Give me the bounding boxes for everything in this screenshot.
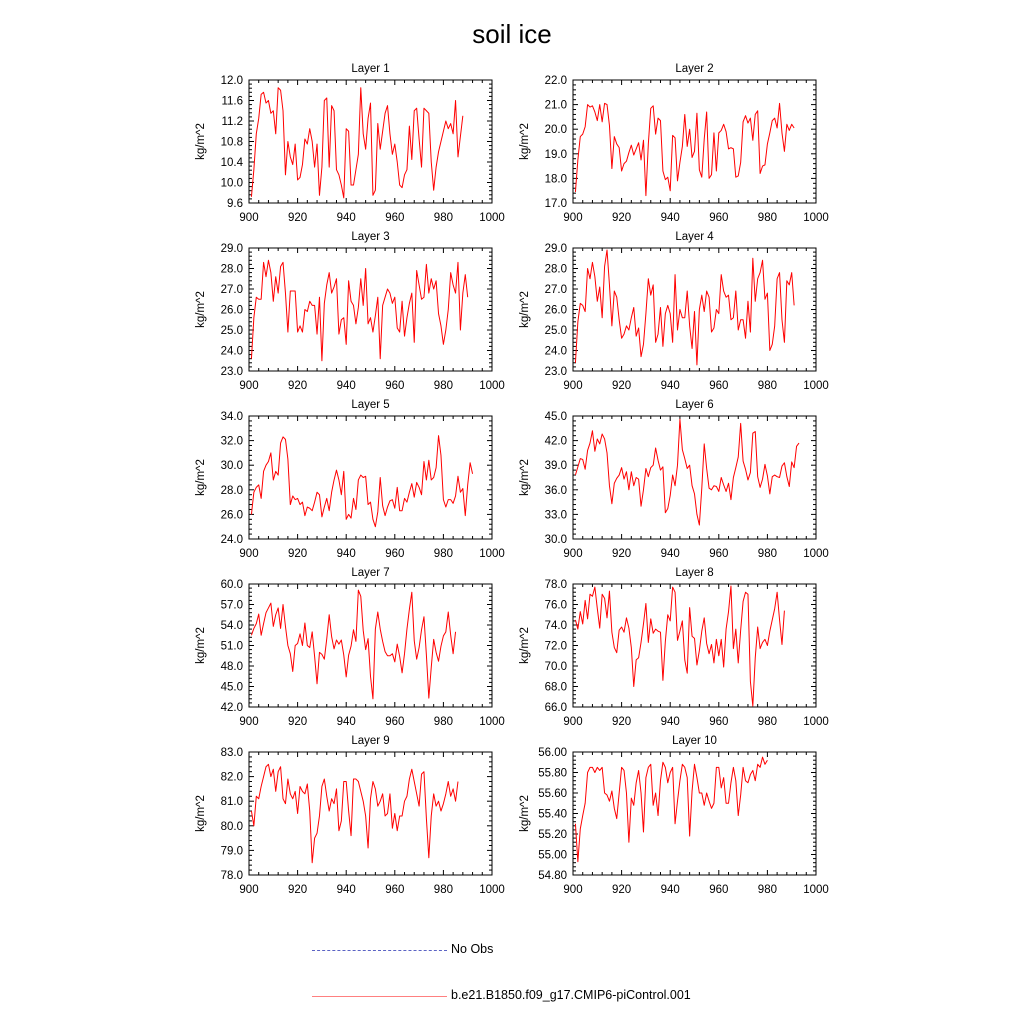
y-tick-label: 28.0	[220, 484, 243, 497]
x-tick-label: 920	[612, 884, 632, 896]
plot-frame	[573, 584, 816, 707]
y-tick-label: 27.0	[220, 284, 243, 296]
panel-title: Layer 10	[672, 735, 717, 747]
x-tick-label: 960	[385, 548, 405, 560]
x-tick-label: 980	[757, 884, 777, 896]
y-tick-label: 54.80	[538, 870, 567, 882]
data-series-line	[575, 419, 799, 525]
y-axis-label: kg/m^2	[195, 627, 207, 664]
y-tick-label: 68.0	[544, 681, 567, 694]
y-tick-label: 25.0	[544, 325, 567, 337]
x-tick-label: 940	[660, 716, 680, 728]
y-tick-label: 22.0	[544, 75, 567, 87]
x-tick-label: 920	[288, 716, 308, 728]
y-tick-label: 78.0	[544, 579, 567, 591]
x-tick-label: 1000	[479, 884, 505, 896]
panel-9	[195, 735, 505, 896]
x-tick-label: 940	[660, 884, 680, 896]
panel-title: Layer 3	[351, 231, 390, 243]
data-series-line	[251, 764, 458, 862]
y-tick-label: 72.0	[544, 640, 567, 653]
data-series-line	[575, 250, 794, 365]
x-tick-label: 920	[612, 380, 632, 392]
x-tick-label: 940	[336, 380, 356, 392]
y-tick-label: 36.0	[544, 484, 567, 497]
x-tick-label: 920	[612, 548, 632, 560]
x-tick-label: 960	[709, 716, 729, 728]
plot-frame	[249, 584, 492, 707]
y-tick-label: 55.20	[538, 829, 567, 841]
data-series-line	[575, 103, 794, 195]
y-tick-label: 10.0	[220, 177, 243, 190]
y-tick-label: 19.0	[544, 148, 567, 161]
y-tick-label: 24.0	[220, 534, 243, 546]
plot-frame	[573, 248, 816, 371]
panel-5	[195, 399, 505, 560]
x-tick-label: 900	[563, 380, 583, 392]
y-axis-label: kg/m^2	[195, 123, 207, 160]
x-tick-label: 920	[612, 212, 632, 224]
y-tick-label: 24.0	[220, 345, 243, 358]
x-tick-label: 900	[563, 716, 583, 728]
panel-10	[519, 735, 829, 896]
y-tick-label: 79.0	[220, 845, 243, 858]
y-axis-label: kg/m^2	[195, 459, 207, 496]
legend-entry-model	[0, 986, 1024, 1006]
y-tick-label: 29.0	[544, 243, 567, 255]
figure-title: soil ice	[472, 19, 552, 49]
y-tick-label: 51.0	[220, 640, 243, 653]
y-tick-label: 20.0	[544, 124, 567, 137]
y-tick-label: 28.0	[220, 263, 243, 276]
y-tick-label: 9.6	[227, 198, 243, 210]
y-tick-label: 30.0	[544, 534, 567, 546]
x-tick-label: 980	[433, 884, 453, 896]
x-tick-label: 920	[288, 548, 308, 560]
y-tick-label: 24.0	[544, 345, 567, 358]
x-tick-label: 1000	[479, 716, 505, 728]
x-tick-label: 940	[336, 884, 356, 896]
x-tick-label: 900	[239, 548, 259, 560]
x-tick-label: 1000	[803, 716, 829, 728]
x-tick-label: 920	[288, 212, 308, 224]
y-axis-label: kg/m^2	[519, 795, 531, 832]
y-tick-label: 39.0	[544, 460, 567, 473]
x-tick-label: 960	[709, 548, 729, 560]
x-tick-label: 960	[709, 884, 729, 896]
y-tick-label: 17.0	[544, 198, 567, 210]
plot-frame	[249, 416, 492, 539]
plot-frame	[249, 248, 492, 371]
x-tick-label: 900	[239, 212, 259, 224]
y-tick-label: 25.0	[220, 325, 243, 337]
y-tick-label: 82.0	[220, 771, 243, 784]
x-tick-label: 980	[433, 380, 453, 392]
y-tick-label: 48.0	[220, 661, 243, 673]
y-axis-label: kg/m^2	[519, 627, 531, 664]
panel-title: Layer 6	[675, 399, 714, 411]
panel-title: Layer 1	[351, 63, 390, 75]
y-tick-label: 55.60	[538, 788, 567, 800]
y-tick-label: 21.0	[544, 99, 567, 112]
y-tick-label: 55.80	[538, 767, 567, 780]
x-tick-label: 900	[239, 380, 259, 392]
x-tick-label: 960	[385, 716, 405, 728]
panel-8	[519, 567, 829, 728]
y-tick-label: 11.6	[221, 95, 243, 108]
y-tick-label: 12.0	[220, 75, 243, 87]
y-tick-label: 10.4	[220, 157, 243, 169]
plot-frame	[249, 80, 492, 203]
x-tick-label: 900	[239, 884, 259, 896]
y-tick-label: 83.0	[220, 747, 243, 759]
x-tick-label: 940	[336, 548, 356, 560]
panel-title: Layer 4	[675, 231, 714, 243]
panels-grid	[195, 63, 829, 896]
x-tick-label: 940	[660, 212, 680, 224]
x-tick-label: 1000	[479, 380, 505, 392]
legend-entry-obs	[0, 940, 1024, 960]
panel-3	[195, 231, 505, 392]
legend-line-dashed	[312, 950, 447, 951]
y-axis-label: kg/m^2	[195, 795, 207, 832]
panel-4	[519, 231, 829, 392]
y-tick-label: 26.0	[220, 304, 243, 317]
y-tick-label: 18.0	[544, 173, 567, 186]
x-tick-label: 980	[433, 716, 453, 728]
x-tick-label: 940	[336, 212, 356, 224]
data-series-line	[575, 586, 784, 706]
x-tick-label: 1000	[803, 548, 829, 560]
plot-frame	[249, 752, 492, 875]
panel-title: Layer 7	[351, 567, 390, 579]
x-tick-label: 960	[385, 884, 405, 896]
x-tick-label: 900	[239, 716, 259, 728]
y-tick-label: 42.0	[220, 702, 243, 714]
y-tick-label: 74.0	[544, 620, 567, 632]
y-tick-label: 32.0	[220, 435, 243, 448]
y-tick-label: 30.0	[220, 460, 243, 473]
legend-label-model: b.e21.B1850.f09_g17.CMIP6-piControl.001	[451, 988, 691, 1002]
x-tick-label: 940	[660, 380, 680, 392]
y-tick-label: 26.0	[544, 304, 567, 317]
y-tick-label: 29.0	[220, 243, 243, 255]
x-tick-label: 920	[288, 380, 308, 392]
x-tick-label: 980	[433, 212, 453, 224]
y-tick-label: 60.0	[220, 579, 243, 591]
y-tick-label: 66.0	[544, 702, 567, 714]
y-tick-label: 70.0	[544, 661, 567, 673]
y-tick-label: 78.0	[220, 870, 243, 882]
x-tick-label: 1000	[479, 212, 505, 224]
panel-title: Layer 5	[351, 399, 390, 411]
data-series-line	[251, 590, 455, 699]
y-tick-label: 55.00	[538, 849, 567, 862]
y-tick-label: 55.40	[538, 808, 567, 821]
y-tick-label: 28.0	[544, 263, 567, 276]
y-tick-label: 34.0	[220, 411, 243, 423]
x-tick-label: 960	[385, 212, 405, 224]
y-tick-label: 80.0	[220, 820, 243, 833]
y-tick-label: 42.0	[544, 435, 567, 448]
data-series-line	[575, 757, 767, 862]
x-tick-label: 960	[709, 380, 729, 392]
x-tick-label: 960	[385, 380, 405, 392]
x-tick-label: 940	[660, 548, 680, 560]
y-tick-label: 26.0	[220, 509, 243, 522]
panel-title: Layer 9	[351, 735, 390, 747]
y-tick-label: 81.0	[220, 796, 243, 809]
x-tick-label: 1000	[803, 884, 829, 896]
x-tick-label: 1000	[803, 380, 829, 392]
x-tick-label: 1000	[803, 212, 829, 224]
y-tick-label: 54.0	[220, 620, 243, 632]
y-tick-label: 57.0	[220, 599, 243, 612]
x-tick-label: 1000	[479, 548, 505, 560]
x-tick-label: 980	[433, 548, 453, 560]
y-tick-label: 27.0	[544, 284, 567, 296]
data-series-line	[251, 260, 467, 360]
y-tick-label: 10.8	[220, 136, 243, 149]
data-series-line	[251, 88, 462, 198]
y-tick-label: 23.0	[220, 366, 243, 378]
x-tick-label: 920	[612, 716, 632, 728]
y-tick-label: 45.0	[220, 681, 243, 694]
panel-2	[519, 63, 829, 224]
panel-title: Layer 2	[675, 63, 714, 75]
panel-1	[195, 63, 505, 224]
x-tick-label: 980	[757, 380, 777, 392]
x-tick-label: 980	[757, 212, 777, 224]
y-tick-label: 23.0	[544, 366, 567, 378]
y-tick-label: 33.0	[544, 509, 567, 522]
plot-frame	[573, 80, 816, 203]
legend-line-solid	[312, 996, 447, 997]
y-tick-label: 56.00	[538, 747, 567, 759]
x-tick-label: 960	[709, 212, 729, 224]
y-axis-label: kg/m^2	[519, 291, 531, 328]
y-tick-label: 11.2	[221, 116, 243, 128]
x-tick-label: 980	[757, 548, 777, 560]
y-axis-label: kg/m^2	[519, 459, 531, 496]
y-tick-label: 76.0	[544, 599, 567, 612]
y-axis-label: kg/m^2	[519, 123, 531, 160]
x-tick-label: 940	[336, 716, 356, 728]
x-tick-label: 920	[288, 884, 308, 896]
x-tick-label: 900	[563, 548, 583, 560]
x-tick-label: 900	[563, 884, 583, 896]
legend-label-obs: No Obs	[451, 942, 494, 956]
panel-title: Layer 8	[675, 567, 714, 579]
data-series-line	[251, 436, 472, 527]
x-tick-label: 980	[757, 716, 777, 728]
plot-frame	[573, 752, 816, 875]
panel-6	[519, 399, 829, 560]
x-tick-label: 900	[563, 212, 583, 224]
panel-7	[195, 567, 505, 728]
y-tick-label: 45.0	[544, 411, 567, 423]
y-axis-label: kg/m^2	[195, 291, 207, 328]
